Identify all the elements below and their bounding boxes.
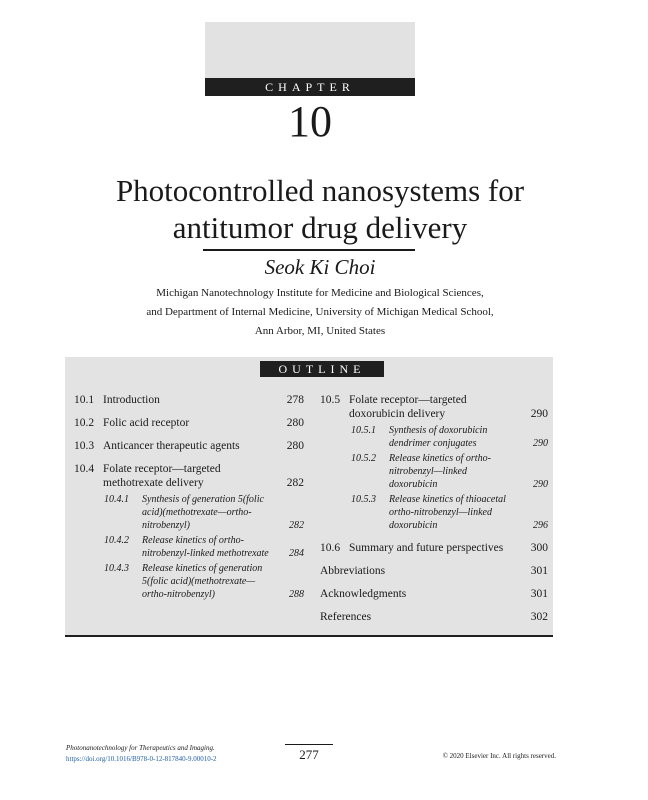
toc-entry-page: 302 xyxy=(530,611,548,623)
footer-journal: Photonanotechnology for Therapeutics and Imaging. xyxy=(66,744,215,752)
toc-entry-title: References xyxy=(320,611,372,623)
toc-subentry-page: 288 xyxy=(289,589,304,600)
toc-subentry-number: 10.4.3 xyxy=(104,563,129,574)
toc-entry-page: 280 xyxy=(286,440,304,452)
toc-subentry-title-line: Release kinetics of ortho- xyxy=(389,453,491,464)
toc-entry[interactable] xyxy=(320,541,548,555)
toc-entry-number: 10.4 xyxy=(74,463,95,475)
toc-entry[interactable] xyxy=(74,462,304,490)
toc-subentry-page: 296 xyxy=(533,520,548,531)
toc-subentry-title-line: dendrimer conjugates xyxy=(389,438,477,449)
toc-subentry[interactable] xyxy=(320,493,548,532)
affiliation-line-3: Ann Arbor, MI, United States xyxy=(254,325,386,337)
toc-entry-page: 300 xyxy=(530,542,548,554)
toc-subentry-number: 10.5.1 xyxy=(351,425,376,436)
toc-subentry[interactable] xyxy=(74,493,304,532)
toc-subentry-page: 290 xyxy=(533,438,548,449)
toc-entry-number: 10.3 xyxy=(74,440,95,452)
toc-entry-page: 301 xyxy=(530,588,548,600)
chapter-title-line-2: antitumor drug delivery xyxy=(172,210,468,245)
toc-entry-page: 278 xyxy=(286,394,304,406)
page-number: 277 xyxy=(299,747,319,762)
toc-subentry-page: 284 xyxy=(289,548,304,559)
toc-subentry-number: 10.4.1 xyxy=(104,494,129,505)
toc-subentry-title-line: doxorubicin xyxy=(389,479,438,490)
toc-subentry-title-line: nitrobenzyl—linked xyxy=(389,466,467,477)
toc-entry-title: Introduction xyxy=(103,394,160,406)
toc-subentry-title-line: Release kinetics of thioacetal xyxy=(389,494,506,505)
toc-subentry-page: 290 xyxy=(533,479,548,490)
author-name: Seok Ki Choi xyxy=(264,255,376,279)
toc-subentry-title-line: Synthesis of doxorubicin xyxy=(389,425,488,436)
toc-entry[interactable] xyxy=(74,416,304,430)
toc-entry-page: 290 xyxy=(530,408,548,420)
affiliation-line-1: Michigan Nanotechnology Institute for Medicine and Biological Sciences, xyxy=(156,287,484,299)
outline-left-column xyxy=(74,393,304,603)
toc-entry-number: 10.6 xyxy=(320,542,341,554)
toc-subentry-title-line: Synthesis of generation 5(folic xyxy=(142,494,264,505)
chapter-number: 10 xyxy=(288,97,332,146)
toc-subentry-title xyxy=(142,534,285,560)
toc-entry-title: Anticancer therapeutic agents xyxy=(103,440,240,452)
toc-subentry-title-line: ortho-nitrobenzyl) xyxy=(142,589,215,600)
toc-entry-title-line: methotrexate delivery xyxy=(103,477,204,489)
toc-entry-title: Acknowledgments xyxy=(320,588,407,600)
toc-entry-title-line: doxorubicin delivery xyxy=(349,408,446,420)
toc-entry[interactable] xyxy=(320,610,548,624)
toc-subentry-number: 10.5.3 xyxy=(351,494,376,505)
toc-subentry[interactable] xyxy=(74,534,304,560)
toc-entry-number: 10.1 xyxy=(74,394,95,406)
toc-entry-title-line: Folate receptor—targeted xyxy=(103,463,221,475)
toc-subentry-title xyxy=(142,562,285,601)
footer-copyright: © 2020 Elsevier Inc. All rights reserved. xyxy=(442,752,556,760)
title-divider xyxy=(203,249,415,251)
toc-subentry-title-line: acid)(methotrexate—ortho- xyxy=(142,507,252,518)
footer-divider xyxy=(285,744,333,745)
footer-citation xyxy=(66,743,217,765)
toc-subentry-title xyxy=(389,424,529,450)
toc-entry-title: Folic acid receptor xyxy=(103,417,190,429)
toc-entry-number: 10.5 xyxy=(320,394,341,406)
toc-subentry-title xyxy=(389,493,529,532)
toc-subentry[interactable] xyxy=(320,424,548,450)
chapter-title xyxy=(60,172,580,246)
toc-subentry[interactable] xyxy=(320,452,548,491)
toc-subentry-number: 10.5.2 xyxy=(351,453,376,464)
toc-subentry-number: 10.4.2 xyxy=(104,535,129,546)
outline-label: OUTLINE xyxy=(260,361,384,377)
toc-subentry-title-line: Release kinetics of ortho- xyxy=(142,535,244,546)
toc-entry-title xyxy=(103,462,283,490)
chapter-title-line-1: Photocontrolled nanosystems for xyxy=(115,173,525,208)
toc-subentry-title-line: nitrobenzyl) xyxy=(142,520,190,531)
toc-subentry-title xyxy=(142,493,285,532)
toc-entry-title: Summary and future perspectives xyxy=(349,542,504,554)
toc-subentry-title-line: 5(folic acid)(methotrexate— xyxy=(142,576,256,587)
toc-entry-page: 280 xyxy=(286,417,304,429)
toc-entry[interactable] xyxy=(74,439,304,453)
toc-subentry-title-line: nitrobenzyl-linked methotrexate xyxy=(142,548,269,559)
toc-entry[interactable] xyxy=(74,393,304,407)
toc-entry-title-line: Folate receptor—targeted xyxy=(349,394,467,406)
affiliation-line-2: and Department of Internal Medicine, University of Michigan Medical School, xyxy=(146,306,494,318)
toc-subentry-title-line: ortho-nitrobenzyl—linked xyxy=(389,507,492,518)
toc-entry-title xyxy=(349,393,527,421)
toc-subentry-title-line: Release kinetics of generation xyxy=(142,563,263,574)
chapter-label: CHAPTER xyxy=(205,78,415,96)
toc-entry-title: Abbreviations xyxy=(320,565,386,577)
toc-subentry[interactable] xyxy=(74,562,304,601)
toc-entry-number: 10.2 xyxy=(74,417,95,429)
toc-entry[interactable] xyxy=(320,564,548,578)
toc-entry[interactable] xyxy=(320,587,548,601)
toc-subentry-page: 282 xyxy=(289,520,304,531)
toc-entry-page: 282 xyxy=(286,477,304,489)
author-affiliation xyxy=(60,284,580,341)
toc-entry-page: 301 xyxy=(530,565,548,577)
footer-doi-link[interactable]: https://doi.org/10.1016/B978-0-12-817840-9.00010-2 xyxy=(66,755,217,763)
toc-subentry-title xyxy=(389,452,529,491)
toc-entry[interactable] xyxy=(320,393,548,421)
toc-subentry-title-line: doxorubicin xyxy=(389,520,438,531)
outline-right-column xyxy=(320,393,548,633)
